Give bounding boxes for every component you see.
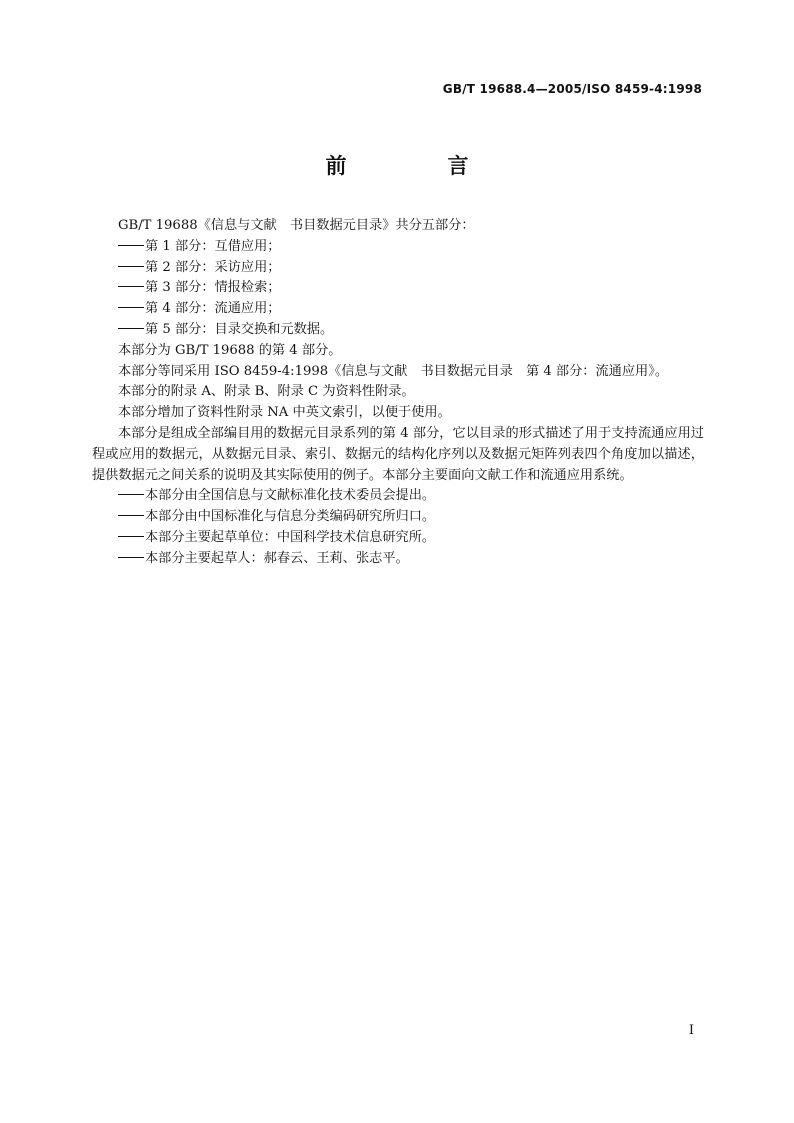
this-part-paragraph: 本部分为 GB/T 19688 的第 4 部分。 xyxy=(118,342,342,358)
annex-paragraph: 本部分的附录 A、附录 B、附录 C 为资料性附录。 xyxy=(118,384,415,400)
drafters-item: 本部分主要起草人：郝春云、王莉、张志平。 xyxy=(92,549,704,570)
part-list-item-3: 第 3 部分：情报检索； xyxy=(92,278,704,299)
dash-mark xyxy=(118,245,144,246)
dash-mark xyxy=(118,536,144,537)
dash-mark xyxy=(118,515,144,516)
part-list-item-4: 第 4 部分：流通应用； xyxy=(92,299,704,320)
part-list-item-1: 第 1 部分：互借应用； xyxy=(92,237,704,258)
index-paragraph: 本部分增加了资料性附录 NA 中英文索引，以便于使用。 xyxy=(118,405,451,421)
dash-mark xyxy=(118,328,144,329)
page-title: 前 言 xyxy=(325,153,509,178)
centralized-by-item: 本部分由中国标准化与信息分类编码研究所归口。 xyxy=(92,507,704,528)
intro-paragraph: GB/T 19688《信息与文献 书目数据元目录》共分五部分： xyxy=(118,218,475,233)
description-paragraph: 本部分是组成全部编目用的数据元目录系列的第 4 部分，它以目录的形式描述了用于支持流通应用过程或应用的数据元，从数据元目录、索引、数据元的结构化序列以及数据元矩阵列表四个角度加以描述，提供数据元之间关系的说明及其实际使用的例子。本部分主要面向文献工作和流通应用系统。 xyxy=(92,425,704,483)
dash-mark xyxy=(118,557,144,558)
document-body xyxy=(92,216,704,570)
standard-number: GB/T 19688.4—2005/ISO 8459-4:1998 xyxy=(442,82,702,96)
proposed-by-item: 本部分由全国信息与文献标准化技术委员会提出。 xyxy=(92,486,704,507)
part-list-item-5: 第 5 部分：目录交换和元数据。 xyxy=(92,320,704,341)
dash-mark xyxy=(118,266,144,267)
part-list-item-2: 第 2 部分：采访应用； xyxy=(92,258,704,279)
dash-mark xyxy=(118,286,144,287)
drafting-unit-item: 本部分主要起草单位：中国科学技术信息研究所。 xyxy=(92,528,704,549)
page-number: I xyxy=(688,1023,694,1038)
adoption-paragraph: 本部分等同采用 ISO 8459-4:1998《信息与文献 书目数据元目录 第 4 部分：流通应用》。 xyxy=(118,363,669,379)
dash-mark xyxy=(118,307,144,308)
dash-mark xyxy=(118,494,144,495)
